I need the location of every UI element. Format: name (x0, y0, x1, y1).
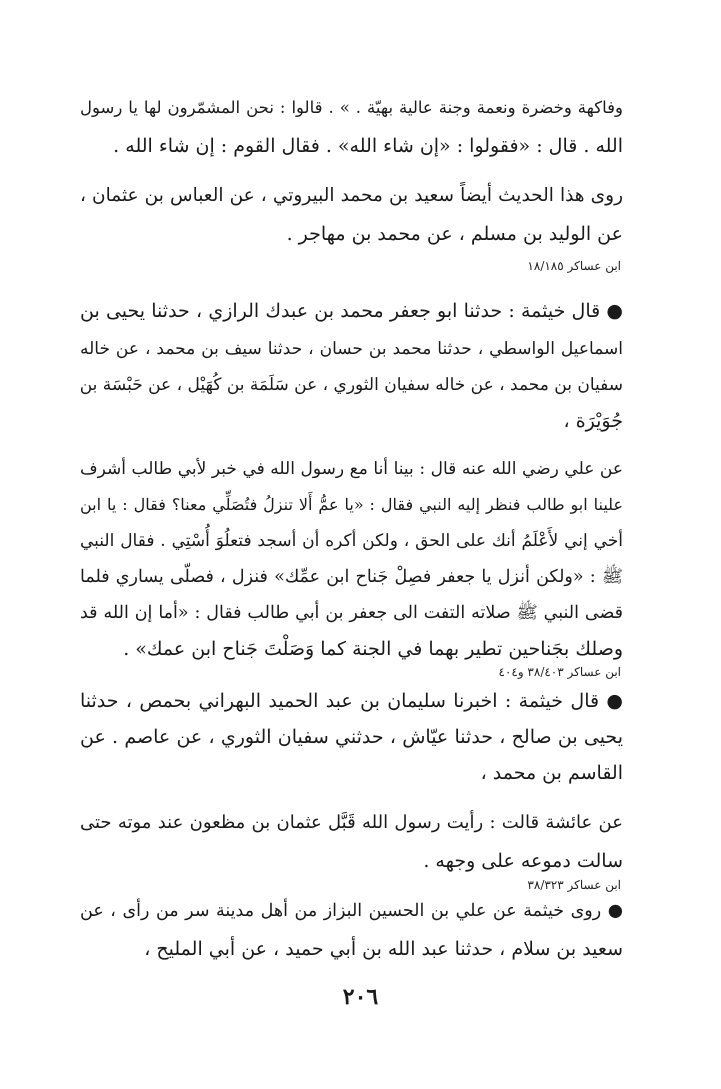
text-line: ● قال خيثمة : اخبرنا سليمان بن عبد الحميد البهراني بحمص ، حدثنا (80, 690, 623, 712)
source-citation: ابن عساكر ١٨/١٨٥ (527, 259, 621, 273)
text-line: سعيد بن سلام ، حدثنا عبد الله بن أبي حميد ، عن أبي المليح ، (144, 938, 623, 960)
text-line: عن عائشة قالت : رأيت رسول الله قَبَّل عثمان بن مظعون عند موته حتى (80, 812, 623, 833)
text-line: يحيى بن صالح ، حدثنا عيّاش ، حدثني سفيان الثوري ، عن عاصم . عن (80, 726, 623, 748)
text-line: عن الوليد بن مسلم ، عن محمد بن مهاجر . (286, 223, 623, 245)
text-line: وفاكهة وخضرة ونعمة وجنة عالية بهيّة . » . قالوا : نحن المشمّرون لها يا رسول (80, 98, 623, 117)
text-line: سالت دموعه على وجهه . (423, 850, 623, 872)
source-citation: ابن عساكر ٣٨/٤٠٣ و٤٠٤ (498, 665, 621, 679)
text-line: قضى النبي ﷺ صلاته التفت الى جعفر بن أبي طالب فقال : «أما إن الله قد (80, 603, 623, 623)
source-citation: ابن عساكر ٣٨/٣٢٣ (527, 878, 621, 892)
text-line: جُوَيْرَة ، (563, 410, 623, 432)
text-line: عن علي رضي الله عنه قال : بينا أنا مع رسول الله في خبر لأبي طالب أشرف (80, 459, 623, 479)
text-line: الله . قال : «فقولوا : «إن شاء الله» . فقال القوم : إن شاء الله . (113, 135, 623, 157)
text-line: روى هذا الحديث أيضاً سعيد بن محمد البيروتي ، عن العباس بن عثمان ، (80, 185, 623, 206)
text-line: سفيان بن محمد ، عن خاله سفيان الثوري ، عن سَلَمَة بن كُهَيْل ، عن حَبْسَة بن (79, 375, 623, 395)
text-line: ﷺ : «ولكن أنزل يا جعفر فصِلْ جَناح ابن عمِّك» فنزل ، فصلّى يساري فلما (80, 567, 623, 587)
text-line: وصلك بجَناحين تطير بهما في الجنة كما وَصَلْتَ جَناح ابن عمك» . (123, 638, 623, 660)
text-line: القاسم بن محمد ، (480, 762, 623, 784)
text-line: ● قال خيثمة : حدثنا ابو جعفر محمد بن عبدك الرازي ، حدثنا يحيى بن (80, 300, 623, 322)
text-line: اسماعيل الواسطي ، حدثنا محمد بن حسان ، حدثنا سيف بن محمد ، عن خاله (80, 339, 623, 359)
text-line: ● روى خيثمة عن علي بن الحسين البزاز من أهل مدينة سر من رأى ، عن (80, 901, 623, 921)
text-line: علينا ابو طالب فنظر إليه النبي فقال : «يا عمُّ أَلا تنزلُ فتُصَلِّي معنا؟ فقال : يا ابن (80, 495, 624, 514)
text-line: أخي إني لأَعْلَمُ أنك على الحق ، ولكن أكره أن أسجد فتعلُوَ أُسْتِي . فقال النبي (80, 531, 623, 551)
page-number: ٢٠٦ (342, 984, 379, 1010)
